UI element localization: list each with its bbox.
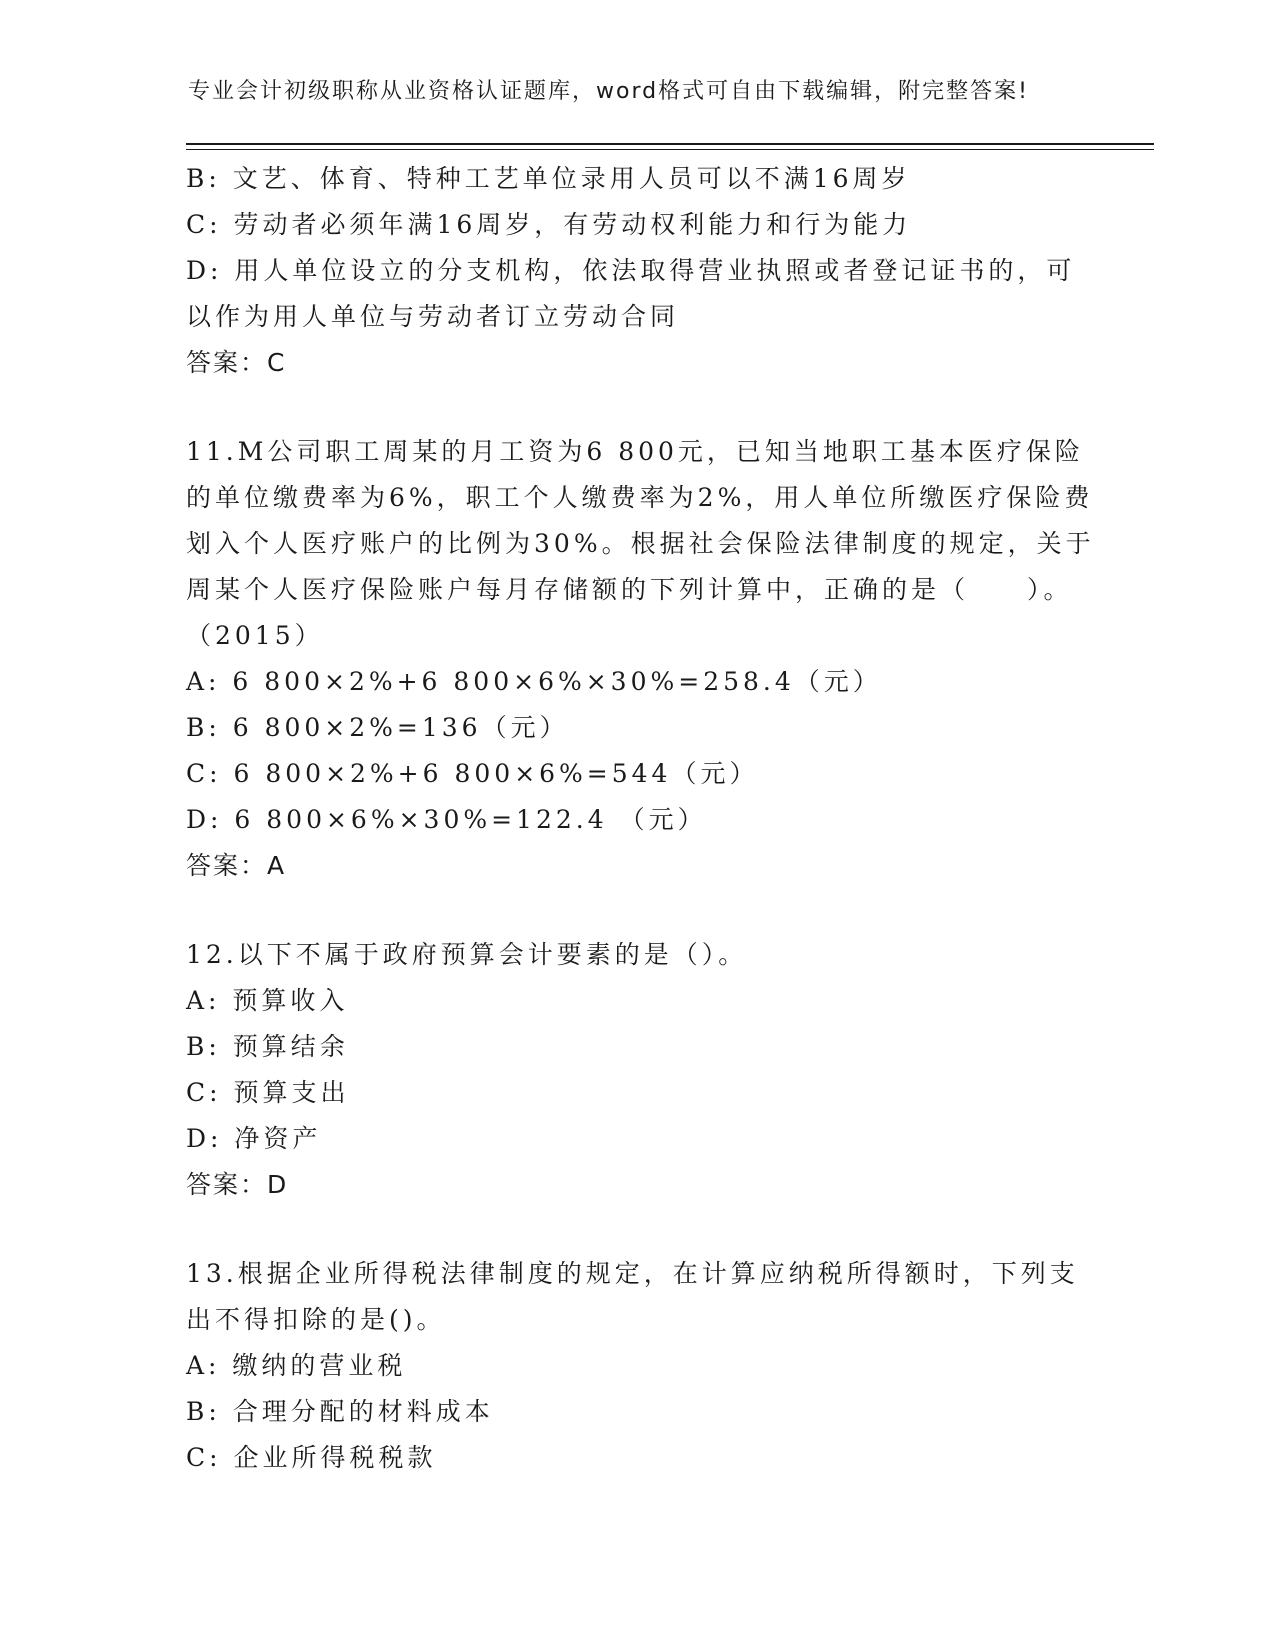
question-11: [186, 429, 1095, 889]
q10-option-b: B: 文艺、体育、特种工艺单位录用人员可以不满16周岁: [186, 164, 911, 193]
q11-stem-line-4: 周某个人医疗保险账户每月存储额的下列计算中，正确的是（ ）。: [186, 575, 1073, 604]
page-header: 专业会计初级职称从业资格认证题库，word格式可自由下载编辑，附完整答案!: [188, 79, 1029, 104]
q13-option-a: A: 缴纳的营业税: [186, 1351, 407, 1380]
q13-stem-line-1: 13.根据企业所得税法律制度的规定，在计算应纳税所得额时，下列支: [186, 1259, 1079, 1288]
q11-stem-line-2: 的单位缴费率为6%，职工个人缴费率为2%，用人单位所缴医疗保险费: [186, 483, 1094, 512]
header-divider: [186, 143, 1154, 150]
q13-stem-line-2: 出不得扣除的是()。: [186, 1305, 446, 1334]
q11-option-a: A: 6 800×2%+6 800×6%×30%=258.4（元）: [186, 667, 882, 696]
q13-option-c: C: 企业所得税税款: [186, 1443, 437, 1472]
q10-option-c: C: 劳动者必须年满16周岁，有劳动权利能力和行为能力: [186, 210, 912, 239]
q11-stem-line-5: （2015）: [186, 621, 324, 650]
q11-option-c: C: 6 800×2%+6 800×6%=544（元）: [186, 759, 759, 788]
q12-option-c: C: 预算支出: [186, 1078, 350, 1107]
q13-option-b: B: 合理分配的材料成本: [186, 1397, 494, 1426]
q12-option-a: A: 预算收入: [186, 986, 349, 1015]
question-12: [186, 932, 1086, 1208]
spacer: [186, 386, 1086, 429]
question-10-tail: [186, 156, 1086, 386]
spacer: [186, 1208, 1086, 1251]
question-13: [186, 1251, 1086, 1481]
q11-answer: 答案：A: [186, 851, 287, 880]
q10-option-d-line-1: D: 用人单位设立的分支机构，依法取得营业执照或者登记证书的，可: [186, 256, 1076, 285]
question-content: [186, 156, 1095, 1481]
q12-answer: 答案：D: [186, 1170, 289, 1199]
q12-stem: 12.以下不属于政府预算会计要素的是（）。: [186, 940, 748, 969]
q11-option-b: B: 6 800×2%=136（元）: [186, 713, 569, 742]
q10-option-d-line-2: 以作为用人单位与劳动者订立劳动合同: [186, 302, 680, 331]
q12-option-b: B: 预算结余: [186, 1032, 349, 1061]
q11-stem-line-3: 划入个人医疗账户的比例为30%。根据社会保险法律制度的规定，关于: [186, 529, 1095, 558]
q11-option-d: D: 6 800×6%×30%=122.4 （元）: [186, 805, 707, 834]
spacer: [186, 889, 1086, 932]
q11-stem-line-1: 11.M公司职工周某的月工资为6 800元，已知当地职工基本医疗保险: [186, 437, 1084, 466]
q12-option-d: D: 净资产: [186, 1124, 322, 1153]
q10-answer: 答案：C: [186, 348, 287, 377]
